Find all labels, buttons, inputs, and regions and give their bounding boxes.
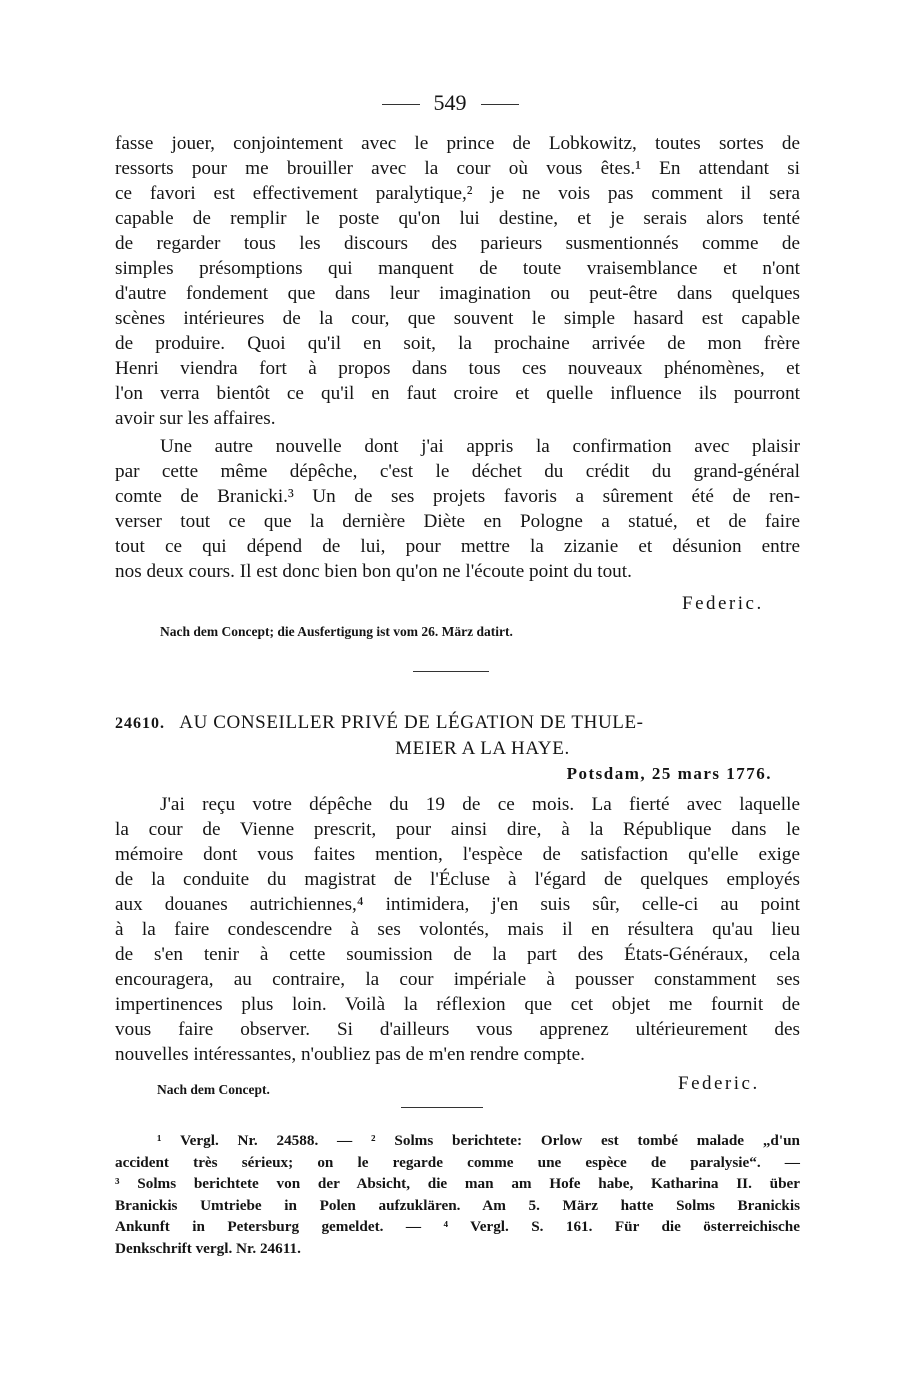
text-line: Henri viendra fort à propos dans tous ces nouveaux phénomènes, et (115, 358, 800, 379)
text-line: ressorts pour me brouiller avec la cour où vous êtes.¹ En attendant si (115, 158, 800, 179)
text-line: fasse jouer, conjointement avec le prince de Lobkowitz, toutes sortes de (115, 133, 800, 154)
text-line: par cette même dépêche, c'est le déchet du crédit du grand-général (115, 461, 800, 482)
text-line: de produire. Quoi qu'il en soit, la prochaine arrivée de mon frère (115, 333, 800, 354)
section-divider (413, 671, 489, 672)
text-line: la cour de Vienne prescrit, pour ainsi dire, à la République dans le (115, 819, 800, 840)
text-line: impertinences plus loin. Voilà la réflexion que cet objet me fournit de (115, 994, 800, 1015)
header-rule-right (481, 104, 519, 105)
text-line: comte de Branicki.³ Un de ses projets favoris a sûrement été de ren- (115, 486, 800, 507)
header-rule-left (382, 104, 420, 105)
letter-heading-line-2 (115, 736, 805, 761)
text-line: Une autre nouvelle dont j'ai appris la confirmation avec plaisir (160, 436, 800, 457)
text-line: scènes intérieures de la cour, que souvent le simple hasard est capable (115, 308, 800, 329)
signature: Federic. (678, 1073, 760, 1094)
letter-heading (115, 710, 805, 761)
page-number: 549 (433, 90, 467, 115)
footnote-line: accident très sérieux; on le regarde comme une espèce de paralysie“. — (115, 1153, 800, 1171)
text-line: aux douanes autrichiennes,⁴ intimidera, j'en suis sûr, celle-ci au point (115, 894, 800, 915)
dateline: Potsdam, 25 mars 1776. (566, 764, 772, 783)
footnote-divider (401, 1107, 483, 1108)
page-header (0, 90, 900, 116)
source-note: Nach dem Concept. (157, 1082, 270, 1097)
letter-heading-line-1 (115, 710, 805, 736)
footnote-line: Denkschrift vergl. Nr. 24611. (115, 1239, 301, 1257)
text-line: tout ce qui dépend de lui, pour mettre la zizanie et désunion entre (115, 536, 800, 557)
letter-title-line-2: MEIER A LA HAYE. (395, 738, 570, 759)
text-line: verser tout ce que la dernière Diète en Pologne a statué, et de faire (115, 511, 800, 532)
text-line: capable de remplir le poste qu'on lui destine, et je serais alors tenté (115, 208, 800, 229)
footnote-line: ³ Solms berichtete von der Absicht, die man am Hofe habe, Katharina II. über (115, 1175, 800, 1192)
text-line: avoir sur les affaires. (115, 408, 276, 429)
footnote-line: ¹ Vergl. Nr. 24588. — ² Solms berichtete: Orlow est tombé malade „d'un (157, 1132, 800, 1149)
text-line: J'ai reçu votre dépêche du 19 de ce mois. La fierté avec laquelle (160, 794, 800, 815)
signature: Federic. (682, 593, 764, 614)
letter-body (115, 792, 800, 1067)
letter-continuation-paragraph-2 (115, 434, 800, 584)
letter-title-line-1: AU CONSEILLER PRIVÉ DE LÉGATION DE THULE- (179, 712, 644, 733)
letter-continuation-paragraph-1 (115, 131, 800, 431)
text-line: nouvelles intéressantes, n'oubliez pas de m'en rendre compte. (115, 1044, 585, 1065)
text-line: mémoire dont vous faites mention, l'espèce de satisfaction qu'elle exige (115, 844, 800, 865)
text-line: nos deux cours. Il est donc bien bon qu'on ne l'écoute point du tout. (115, 561, 632, 582)
source-note: Nach dem Concept; die Ausfertigung ist vom 26. März datirt. (160, 624, 513, 639)
text-line: de s'en tenir à cette soumission de la part des États-Généraux, cela (115, 944, 800, 965)
footnote-line: Ankunft in Petersburg gemeldet. — ⁴ Vergl. S. 161. Für die österreichische (115, 1218, 800, 1235)
text-line: ce favori est effectivement paralytique,² je ne vois pas comment il sera (115, 183, 800, 204)
footnotes (115, 1130, 800, 1259)
text-line: de la conduite du magistrat de l'Écluse à l'égard de quelques employés (115, 869, 800, 890)
text-line: de regarder tous les discours des parieurs susmentionnés comme de (115, 233, 800, 254)
text-line: encouragera, au contraire, la cour impériale à pousser constamment ses (115, 969, 800, 990)
text-line: d'autre fondement que dans leur imagination ou peut-être dans quelques (115, 283, 800, 304)
letter-number: 24610. (115, 715, 165, 732)
text-line: l'on verra bientôt ce qu'il en faut croire et quelle influence ils pourront (115, 383, 800, 404)
footnote-line: Branickis Umtriebe in Polen aufzuklären. Am 5. März hatte Solms Branickis (115, 1196, 800, 1214)
text-line: à la faire condescendre à ses volontés, mais il en résultera qu'au lieu (115, 919, 800, 940)
text-line: vous faire observer. Si d'ailleurs vous apprenez ultérieurement des (115, 1019, 800, 1040)
text-line: simples présomptions qui manquent de toute vraisemblance et n'ont (115, 258, 800, 279)
